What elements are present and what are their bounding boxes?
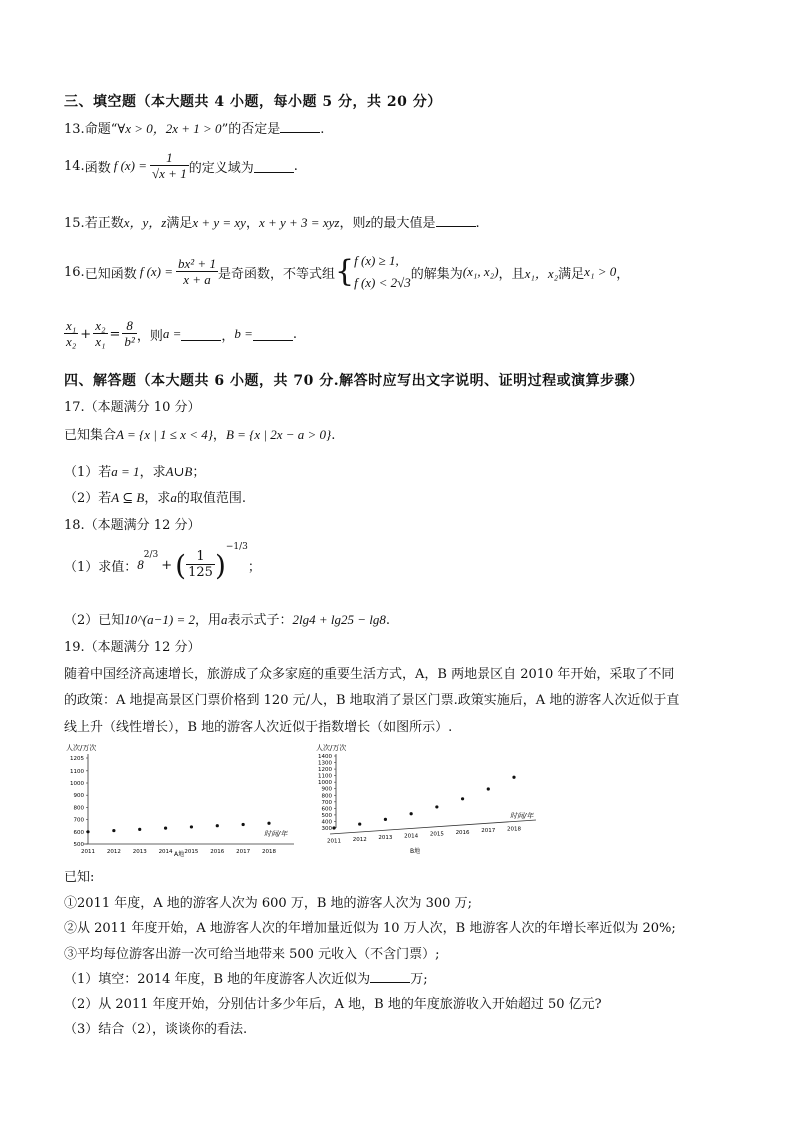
q16-a-blank[interactable] bbox=[181, 328, 221, 341]
q18-p1-label: （1）求值： bbox=[64, 559, 138, 575]
q17-part1 bbox=[64, 461, 205, 480]
chart-b-ytick-label: 1300 bbox=[318, 760, 332, 767]
q18-p2-m: 10^(a−1) = 2 bbox=[124, 612, 195, 627]
question-13: 13.命题“∀x > 0，2x + 1 > 0”的否定是 . bbox=[64, 121, 325, 137]
q15-eq2: x + y + 3 = xyz bbox=[258, 215, 340, 230]
q16-sep: ， bbox=[221, 328, 235, 344]
q14-frac-num: 1 bbox=[150, 151, 189, 166]
q14-number: 14. bbox=[64, 158, 85, 174]
q16-sys-line1: f (x) ≥ 1, bbox=[354, 253, 399, 268]
q19-para-3: 线上升（线性增长），B 地的游客人次近似于指数增长（如图所示）. bbox=[64, 720, 453, 735]
q16-text-e: 满足 bbox=[558, 266, 585, 282]
q19-sub-1 bbox=[64, 968, 428, 987]
q17-stem-text: 已知集合 bbox=[64, 428, 117, 443]
q19-s1-blank[interactable] bbox=[370, 970, 410, 983]
q15-text-d: 的最大值是 bbox=[370, 216, 436, 231]
chart-b-point bbox=[435, 805, 438, 808]
q16-f1-den: x₂ bbox=[66, 333, 77, 349]
q18-paren-close: ) bbox=[214, 548, 226, 582]
q16-frac-8b2 bbox=[122, 319, 136, 350]
chart-b-point bbox=[487, 787, 490, 790]
chart-a bbox=[64, 740, 298, 858]
chart-b-ytick-label: 1000 bbox=[318, 780, 332, 787]
q16-frac-den: x + a bbox=[183, 271, 211, 287]
chart-b-ytick-label: 1400 bbox=[318, 754, 332, 760]
q19-s1-end: 万; bbox=[410, 972, 428, 987]
chart-a-ytick-label: 900 bbox=[73, 793, 84, 800]
chart-b-point bbox=[461, 797, 464, 800]
q16-b-blank[interactable] bbox=[253, 328, 293, 341]
q16-equals: = bbox=[109, 326, 121, 342]
chart-a-point bbox=[190, 825, 193, 828]
q14-text-b: 的定义域为 bbox=[188, 160, 254, 176]
q16-f2-den: x₁ bbox=[95, 333, 106, 349]
q16-system-brace: { bbox=[334, 254, 355, 289]
q14-function: f (x) = bbox=[113, 158, 148, 173]
chart-b-ytick-label: 800 bbox=[321, 793, 332, 800]
q17-p2-a: （2）若 bbox=[64, 491, 112, 506]
q16-text-c: 的解集为 bbox=[410, 266, 463, 282]
q18-part2 bbox=[64, 609, 390, 628]
chart-a-legend: A地 bbox=[174, 851, 185, 858]
q17-p2-d: 的取值范围. bbox=[176, 491, 246, 506]
q15-z: z bbox=[365, 215, 371, 230]
q17-p1-m: a = 1 bbox=[111, 464, 140, 479]
q16-f3-den: b² bbox=[124, 333, 135, 349]
q16-frac-x1x2 bbox=[64, 319, 78, 350]
q15-text-c: ，则 bbox=[339, 216, 366, 231]
q18-p2-a: （2）已知 bbox=[64, 613, 125, 628]
q13-text-a: 命题“ bbox=[84, 122, 118, 137]
question-16: 16. 已知函数 f (x) = $\frac{\text{bx² + 1}}{x + a}$ 是奇函数，不等式组 { f (x) ≥ 1, f (x) < 2√3 的解集为 (x₁, x₂) ，且 x₁，x₂ 满足 x₁ > 0 ， bbox=[64, 246, 629, 298]
chart-b-xtick-label: 2015 bbox=[429, 831, 444, 838]
q19-s1-text: （1）填空：2014 年度，B 地的年度游客人次近似为 bbox=[64, 972, 371, 987]
q18-fraction bbox=[186, 550, 215, 581]
q19-known-3: ③平均每位游客出游一次可给当地带来 500 元收入（不含门票）; bbox=[64, 947, 440, 962]
chart-a-xlabel: 时间/年 bbox=[264, 830, 288, 838]
chart-a-ytick-label: 700 bbox=[73, 817, 84, 824]
q18-p2-f: . bbox=[385, 613, 391, 628]
chart-b-point bbox=[512, 776, 515, 779]
q16-text-d: ，且 bbox=[498, 266, 525, 282]
chart-b-ytick-label: 600 bbox=[321, 806, 332, 813]
chart-a-xtick-label: 2013 bbox=[132, 849, 147, 855]
q17-end: . bbox=[331, 428, 336, 443]
chart-a-ytick-label: 1100 bbox=[70, 768, 84, 775]
chart-a-xtick-label: 2012 bbox=[106, 849, 121, 855]
q17-p1-c: A∪B bbox=[165, 464, 193, 479]
q17-part2 bbox=[64, 487, 246, 506]
chart-b-xtick-label: 2013 bbox=[378, 835, 393, 842]
chart-a-point bbox=[86, 830, 89, 833]
q19-para-2: 的政策：A 地提高景区门票价格到 120 元/人，B 地取消了景区门票.政策实施后，A 地的游客人次近似于直 bbox=[64, 693, 680, 708]
chart-a-xtick-label: 2017 bbox=[236, 849, 251, 855]
q14-answer-blank[interactable] bbox=[254, 160, 294, 173]
q18-frac-num: 1 bbox=[186, 550, 215, 565]
q13-text-b: ”的否定是 bbox=[221, 122, 281, 137]
chart-b-xtick-label: 2011 bbox=[327, 838, 341, 845]
q14-frac-den: √x + 1 bbox=[152, 165, 187, 181]
q18-p2-d: 表示式子： bbox=[227, 613, 293, 628]
q18-heading: 18.（本题满分 12 分） bbox=[64, 518, 201, 533]
chart-a-point bbox=[216, 824, 219, 827]
chart-a-xtick-label: 2015 bbox=[184, 849, 199, 855]
chart-a-point bbox=[242, 823, 245, 826]
q17-heading: 17.（本题满分 10 分） bbox=[64, 400, 201, 415]
chart-a-ytick-label: 1205 bbox=[70, 756, 84, 762]
chart-b-point bbox=[358, 822, 361, 825]
q16-text-a: 已知函数 bbox=[84, 266, 137, 282]
q16-sys-line2: f (x) < 2√3 bbox=[354, 275, 411, 290]
q15-text-a: 若正数 bbox=[84, 216, 124, 231]
chart-b-point bbox=[410, 812, 413, 815]
q16-cond: x₁ > 0 bbox=[584, 264, 617, 279]
q16-plus: + bbox=[80, 326, 92, 342]
chart-a-point bbox=[112, 829, 115, 832]
section-3-title: 三、填空题（本大题共 4 小题，每小题 5 分，共 20 分） bbox=[64, 94, 442, 110]
chart-a-ytick-label: 600 bbox=[73, 829, 84, 836]
q15-text-b: 满足 bbox=[166, 216, 193, 231]
q19-heading: 19.（本题满分 12 分） bbox=[64, 640, 201, 655]
q18-p2-c: a bbox=[220, 612, 228, 627]
chart-a-ytick-label: 500 bbox=[73, 842, 84, 848]
q16-text-b: 是奇函数，不等式组 bbox=[217, 266, 335, 282]
q16-system bbox=[354, 250, 411, 294]
q18-base: 8 bbox=[137, 557, 144, 572]
q18-plus: + bbox=[161, 557, 173, 573]
q17-p1-b: ，求 bbox=[139, 465, 166, 480]
q17-set-b: B = {x | 2x − a > 0} bbox=[225, 427, 332, 442]
q16-f3-num: 8 bbox=[122, 319, 136, 334]
chart-a-xtick-label: 2018 bbox=[262, 849, 276, 855]
chart-b-ytick-label: 1200 bbox=[318, 767, 332, 774]
chart-b-ytick-label: 1100 bbox=[318, 773, 332, 780]
q17-p2-c: a bbox=[170, 490, 177, 505]
q15-answer-blank[interactable] bbox=[436, 214, 476, 227]
chart-b-xtick-label: 2014 bbox=[404, 833, 419, 840]
q17-stem bbox=[64, 424, 335, 443]
chart-a-xtick-label: 2016 bbox=[210, 849, 225, 855]
chart-a-ytick-label: 1000 bbox=[70, 781, 84, 788]
q16-function: f (x) = bbox=[139, 264, 174, 279]
q18-exp2: −1/3 bbox=[225, 542, 248, 552]
chart-b-xtick-label: 2017 bbox=[481, 828, 496, 835]
chart-b-ytick-label: 300 bbox=[321, 826, 332, 832]
q17-p2-b: ，求 bbox=[144, 491, 171, 506]
q19-known-1: ①2011 年度，A 地的游客人次为 600 万，B 地的游客人次为 300 万; bbox=[64, 896, 472, 911]
q18-p2-b: ，用 bbox=[194, 613, 221, 628]
q19-known-2: ②从 2011 年度开始，A 地游客人次的年增加量近似为 10 万人次，B 地游客人次的年增长率近似为 20%; bbox=[64, 921, 676, 936]
chart-a-point bbox=[267, 822, 270, 825]
q16-f1-num: x₁ bbox=[66, 317, 77, 333]
q16-fraction bbox=[176, 257, 218, 288]
question-14: 14. 函数 f (x) = $\frac{1}{√x + 1}$ 的定义域为 . bbox=[64, 149, 298, 181]
chart-b-xtick-label: 2016 bbox=[455, 829, 470, 836]
chart-b-point bbox=[384, 818, 387, 821]
chart-a-point bbox=[164, 827, 167, 830]
q17-p1-d: ； bbox=[192, 465, 206, 480]
section-4-title: 四、解答题（本大题共 6 小题，共 70 分.解答时应写出文字说明、证明过程或演算步骤） bbox=[64, 373, 644, 389]
q18-part1 bbox=[64, 540, 261, 590]
q16-number: 16. bbox=[64, 264, 85, 280]
q19-sub-3: （3）结合（2），谈谈你的看法. bbox=[64, 1022, 248, 1037]
q16-x12: x₁，x₂ bbox=[524, 265, 559, 281]
q16-frac-x2x1 bbox=[93, 319, 107, 350]
chart-a-ylabel: 人次/万次 bbox=[66, 744, 97, 752]
chart-b-ylabel: 人次/万次 bbox=[316, 744, 347, 752]
q16-interval: (x₁, x₂) bbox=[462, 264, 499, 279]
chart-b-legend: B地 bbox=[410, 848, 421, 855]
chart-a-xtick-label: 2014 bbox=[158, 849, 173, 855]
q19-sub-2: （2）从 2011 年度开始，分别估计多少年后，A 地，B 地的年度旅游收入开始超过 50 亿元? bbox=[64, 997, 602, 1012]
chart-b-point bbox=[332, 826, 335, 829]
q16-b-eq: b = bbox=[234, 326, 253, 341]
q14-fraction bbox=[150, 151, 189, 182]
q13-number: 13. bbox=[64, 122, 85, 137]
q18-frac-den: 125 bbox=[188, 564, 213, 580]
q15-vars: x，y，z bbox=[123, 215, 167, 230]
q19-known: 已知: bbox=[64, 870, 95, 885]
question-15: 15.若正数x，y，z满足x + y = xy，x + y + 3 = xyz，则z的最大值是 . bbox=[64, 215, 480, 231]
q18-exp1: 2/3 bbox=[143, 550, 159, 560]
q15-eq1: x + y = xy bbox=[192, 215, 246, 230]
chart-b-ytick-label: 700 bbox=[321, 799, 332, 806]
q17-sep: ， bbox=[212, 428, 226, 443]
question-16-line2: $\frac{\text{x₁}}{\text{x₂}}$ + $\frac{\text{x₂}}{\text{x₁}}$ = $\frac{8}{\text{b²}}$ ，则 a = ， b = . bbox=[66, 317, 298, 349]
q13-answer-blank[interactable] bbox=[280, 120, 320, 133]
q16-frac-num: bx² + 1 bbox=[178, 255, 216, 271]
q17-set-a: A = {x | 1 ≤ x < 4} bbox=[116, 427, 213, 442]
chart-b bbox=[314, 740, 538, 858]
chart-b-xlabel: 时间/年 bbox=[510, 812, 534, 820]
q16-text-then: ，则 bbox=[136, 328, 163, 344]
q14-text-a: 函数 bbox=[84, 160, 111, 176]
q18-semi: ； bbox=[247, 559, 261, 575]
q13-expr: ∀x > 0，2x + 1 > 0 bbox=[117, 121, 222, 136]
q17-p1-a: （1）若 bbox=[64, 465, 112, 480]
q15-number: 15. bbox=[64, 216, 85, 231]
chart-a-point bbox=[138, 828, 141, 831]
q19-para-1: 随着中国经济高速增长，旅游成了众多家庭的重要生活方式，A，B 两地景区自 2010 年开始，采取了不同 bbox=[64, 667, 675, 682]
chart-a-ytick-label: 800 bbox=[73, 805, 84, 812]
q17-p2-m: A ⊆ B bbox=[111, 490, 145, 505]
chart-b-ytick-label: 500 bbox=[321, 812, 332, 819]
chart-a-xtick-label: 2011 bbox=[81, 849, 95, 855]
chart-b-xtick-label: 2018 bbox=[507, 826, 521, 833]
chart-b-ytick-label: 400 bbox=[321, 819, 332, 826]
q16-a-eq: a = bbox=[162, 326, 182, 341]
q16-f2-num: x₂ bbox=[95, 317, 106, 333]
q18-p2-e: 2lg4 + lg25 − lg8 bbox=[292, 612, 386, 627]
chart-b-xtick-label: 2012 bbox=[352, 836, 367, 843]
q18-paren-open: ( bbox=[175, 548, 187, 582]
chart-b-ytick-label: 900 bbox=[321, 786, 332, 793]
